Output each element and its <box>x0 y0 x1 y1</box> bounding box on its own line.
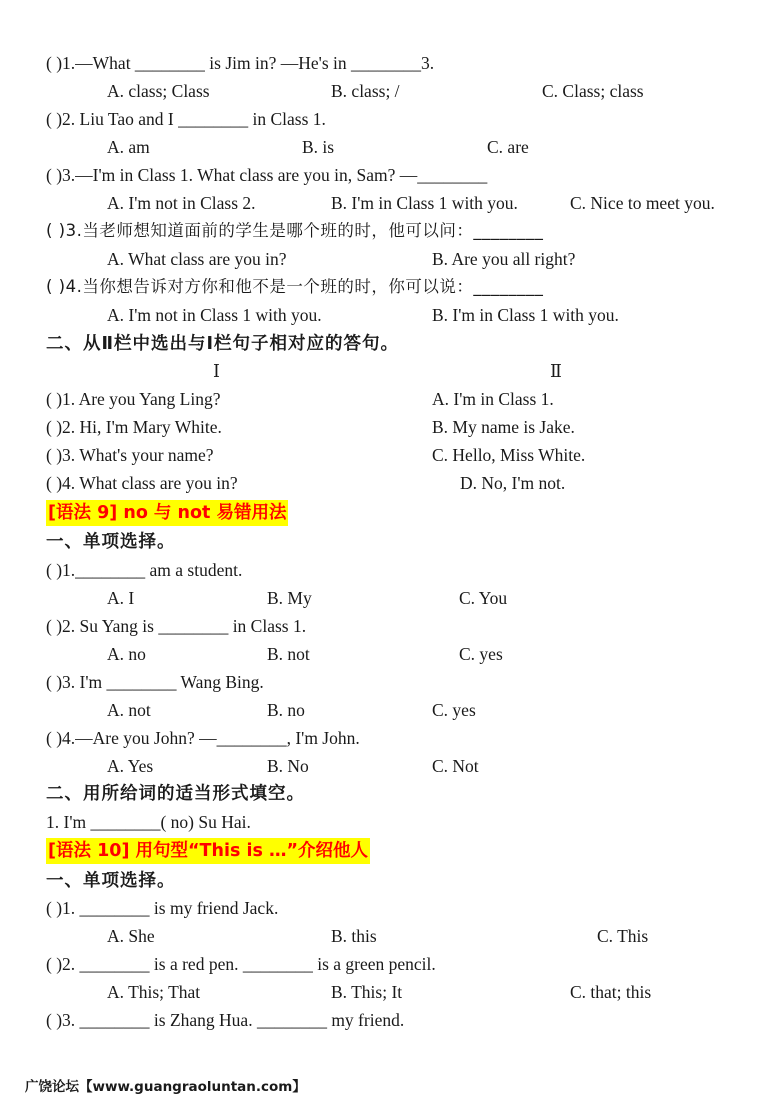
q3-option-c: C. Nice to meet you. <box>570 193 715 213</box>
match-question-3: ( )3. What's your name? <box>46 445 214 465</box>
q3-option-b: B. I'm in Class 1 with you. <box>331 193 518 213</box>
grammar-9-heading-fill: 二、用所给词的适当形式填空。 <box>46 784 305 804</box>
q2-option-c: C. are <box>487 137 529 157</box>
q5-option-a: A. I'm not in Class 1 with you. <box>107 305 322 325</box>
q5-stem: ( )4.当你想告诉对方你和他不是一个班的时，你可以说：________ <box>46 277 544 296</box>
grammar-9-tag-prefix: [语法 9] <box>48 503 118 523</box>
q1-option-c: C. Class; class <box>542 81 644 101</box>
q1-option-b: B. class; / <box>331 81 400 101</box>
g9-q4-option-b: B. No <box>267 756 309 776</box>
q4-stem: ( )3.当老师想知道面前的学生是哪个班的时，他可以问：________ <box>46 221 544 240</box>
matching-heading: 二、从Ⅱ栏中选出与Ⅰ栏句子相对应的答句。 <box>46 334 400 354</box>
g10-q2-option-a: A. This; That <box>107 982 201 1002</box>
footer-site-link[interactable]: 广饶论坛【www.guangraoluntan.com】 <box>25 1079 306 1095</box>
grammar-9-tag-title: no 与 not 易错用法 <box>117 503 287 523</box>
g9-q1-option-c: C. You <box>459 588 508 608</box>
g10-q2-stem: ( )2. ________ is a red pen. ________ is a green pencil. <box>46 954 436 974</box>
q2-option-a: A. am <box>107 137 150 157</box>
q2-stem: ( )2. Liu Tao and I ________ in Class 1. <box>46 109 326 129</box>
match-question-1: ( )1. Are you Yang Ling? <box>46 389 221 409</box>
g9-q4-option-c: C. Not <box>432 756 479 776</box>
match-question-4: ( )4. What class are you in? <box>46 473 238 493</box>
grammar-10-heading-choice: 一、单项选择。 <box>46 871 176 891</box>
g10-q1-option-b: B. this <box>331 926 377 946</box>
match-answer-4: D. No, I'm not. <box>460 473 566 493</box>
grammar-9-tag <box>46 500 288 526</box>
g10-q2-option-b: B. This; It <box>331 982 403 1002</box>
g9-q4-stem: ( )4.—Are you John? —________, I'm John. <box>46 728 360 748</box>
g10-q1-option-a: A. She <box>107 926 155 946</box>
grammar-10-tag <box>46 838 370 864</box>
q4-option-a: A. What class are you in? <box>107 249 287 269</box>
q5-option-b: B. I'm in Class 1 with you. <box>432 305 619 325</box>
match-answer-2: B. My name is Jake. <box>432 417 575 437</box>
g9-q2-option-c: C. yes <box>459 644 503 664</box>
g9-q1-option-a: A. I <box>107 588 135 608</box>
g10-q3-stem: ( )3. ________ is Zhang Hua. ________ my friend. <box>46 1010 405 1030</box>
g9-q4-option-a: A. Yes <box>107 756 154 776</box>
g10-q1-stem: ( )1. ________ is my friend Jack. <box>46 898 279 918</box>
g10-q2-option-c: C. that; this <box>570 982 652 1002</box>
g9-q1-stem: ( )1.________ am a student. <box>46 560 243 580</box>
q3-option-a: A. I'm not in Class 2. <box>107 193 256 213</box>
g9-q3-option-b: B. no <box>267 700 305 720</box>
g9-q2-option-a: A. no <box>107 644 146 664</box>
grammar-10-tag-prefix: [语法 10] <box>48 841 130 861</box>
column-one-label: Ⅰ <box>213 361 220 381</box>
grammar-9-heading-choice: 一、单项选择。 <box>46 532 176 552</box>
q2-option-b: B. is <box>302 137 335 157</box>
q4-option-b: B. Are you all right? <box>432 249 576 269</box>
match-answer-3: C. Hello, Miss White. <box>432 445 586 465</box>
g9-q2-option-b: B. not <box>267 644 310 664</box>
g9-q3-option-a: A. not <box>107 700 151 720</box>
g9-fill-1: 1. I'm ________( no) Su Hai. <box>46 812 251 832</box>
q1-stem: ( )1.—What ________ is Jim in? —He's in ________3. <box>46 53 435 73</box>
g9-q2-stem: ( )2. Su Yang is ________ in Class 1. <box>46 616 307 636</box>
g9-q3-stem: ( )3. I'm ________ Wang Bing. <box>46 672 264 692</box>
q1-option-a: A. class; Class <box>107 81 210 101</box>
g9-q1-option-b: B. My <box>267 588 312 608</box>
q3-stem: ( )3.—I'm in Class 1. What class are you in, Sam? —________ <box>46 165 488 185</box>
match-answer-1: A. I'm in Class 1. <box>432 389 554 409</box>
g9-q3-option-c: C. yes <box>432 700 476 720</box>
match-question-2: ( )2. Hi, I'm Mary White. <box>46 417 222 437</box>
grammar-10-tag-title: 用句型“This is …”介绍他人 <box>129 841 368 861</box>
g10-q1-option-c: C. This <box>597 926 649 946</box>
column-two-label: Ⅱ <box>550 361 562 381</box>
